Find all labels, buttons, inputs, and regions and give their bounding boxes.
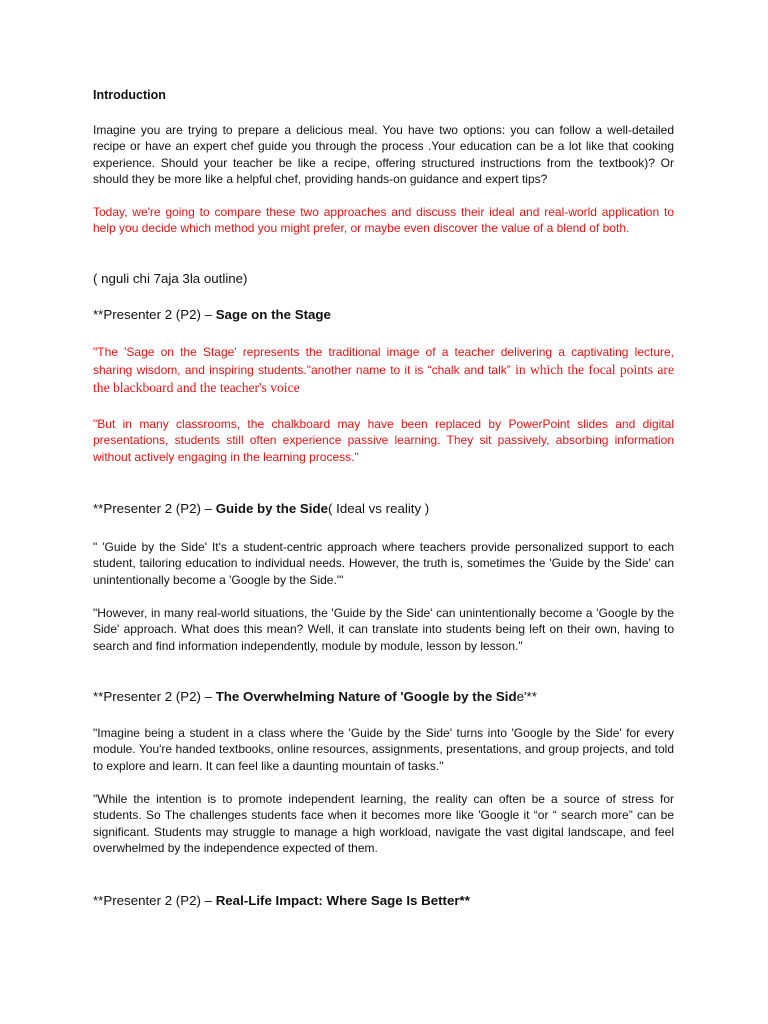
section-heading-real-life [93,892,674,910]
introduction-highlight-paragraph: Today, we're going to compare these two approaches and discuss their ideal and real-world application to help you decide which method you might prefer, or maybe even discover the value of a blend of both. [93,205,674,236]
introduction-paragraph: Imagine you are trying to prepare a delicious meal. You have two options: you can follow a well-detailed recipe or have an expert chef guide you through the process .Your education can be a lot like that cooking experience. Should your teacher be like a recipe, offering structured instructions from the textbook)? Or should they be more like a helpful chef, providing hands-on guidance and expert tips? [93,123,674,187]
sage-paragraph-1-text: "The 'Sage on the Stage' represents the traditional image of a teacher delivering a captivating lecture, sharing wisdom, and inspiring students."another name to it is “chalk and talk” [93,345,674,377]
introduction-title: Introduction [93,88,166,102]
section-heading-title: Sage on the Stage [215,307,331,322]
section-heading-prefix: **Presenter 2 (P2) – [93,893,216,908]
guide-paragraph-2: "However, in many real-world situations, the 'Guide by the Side' can unintentionally become a 'Google by the Side' approach. What does this mean? Well, it can translate into students being left on their own, having to search and find information independently, module by module, lesson by lesson." [93,606,674,653]
section-heading-prefix: **Presenter 2 (P2) – [93,689,216,704]
section-heading-sage [93,306,674,324]
section-heading-overwhelming [93,688,674,706]
overwhelming-paragraph-1: "Imagine being a student in a class where the 'Guide by the Side' turns into 'Google by the Side' for every module. You're handed textbooks, online resources, assignments, presentations, and group projects, and told to explore and learn. It can feel like a daunting mountain of tasks." [93,726,674,773]
section-heading-suffix: e'** [516,689,537,704]
guide-paragraph-1: " 'Guide by the Side' It's a student-centric approach where teachers provide personalized support to each student, tailoring education to individual needs. However, the truth is, sometimes the 'Guide by the Side' can unintentionally become a 'Google by the Side.'" [93,540,674,587]
section-heading-prefix: **Presenter 2 (P2) – [93,501,216,516]
section-heading-guide [93,500,674,518]
section-heading-title: The Overwhelming Nature of 'Google by the Sid [215,689,517,704]
sage-paragraph-1-serif-text: in which the focal points are the blackboard and the teacher's voice [93,362,674,395]
sage-paragraph-1 [93,343,674,397]
section-heading-suffix: ( Ideal vs reality ) [328,501,430,516]
section-heading-title: Real-Life Impact: Where Sage Is Better** [215,893,470,908]
overwhelming-paragraph-2: "While the intention is to promote independent learning, the reality can often be a source of stress for students. So The challenges students face when it becomes more like 'Google it “or “ search more” can be significant. Students may struggle to manage a high workload, navigate the vast digital landscape, and feel overwhelmed by the independence expected of them. [93,792,674,856]
sage-paragraph-2: "But in many classrooms, the chalkboard may have been replaced by PowerPoint slides and digital presentations, students still often experience passive learning. They sit passively, absorbing information without actively engaging in the learning process." [93,417,674,464]
section-heading-prefix: **Presenter 2 (P2) – [93,307,216,322]
section-heading-title: Guide by the Side [215,501,328,516]
outline-note: ( nguli chi 7aja 3la outline) [93,271,248,286]
